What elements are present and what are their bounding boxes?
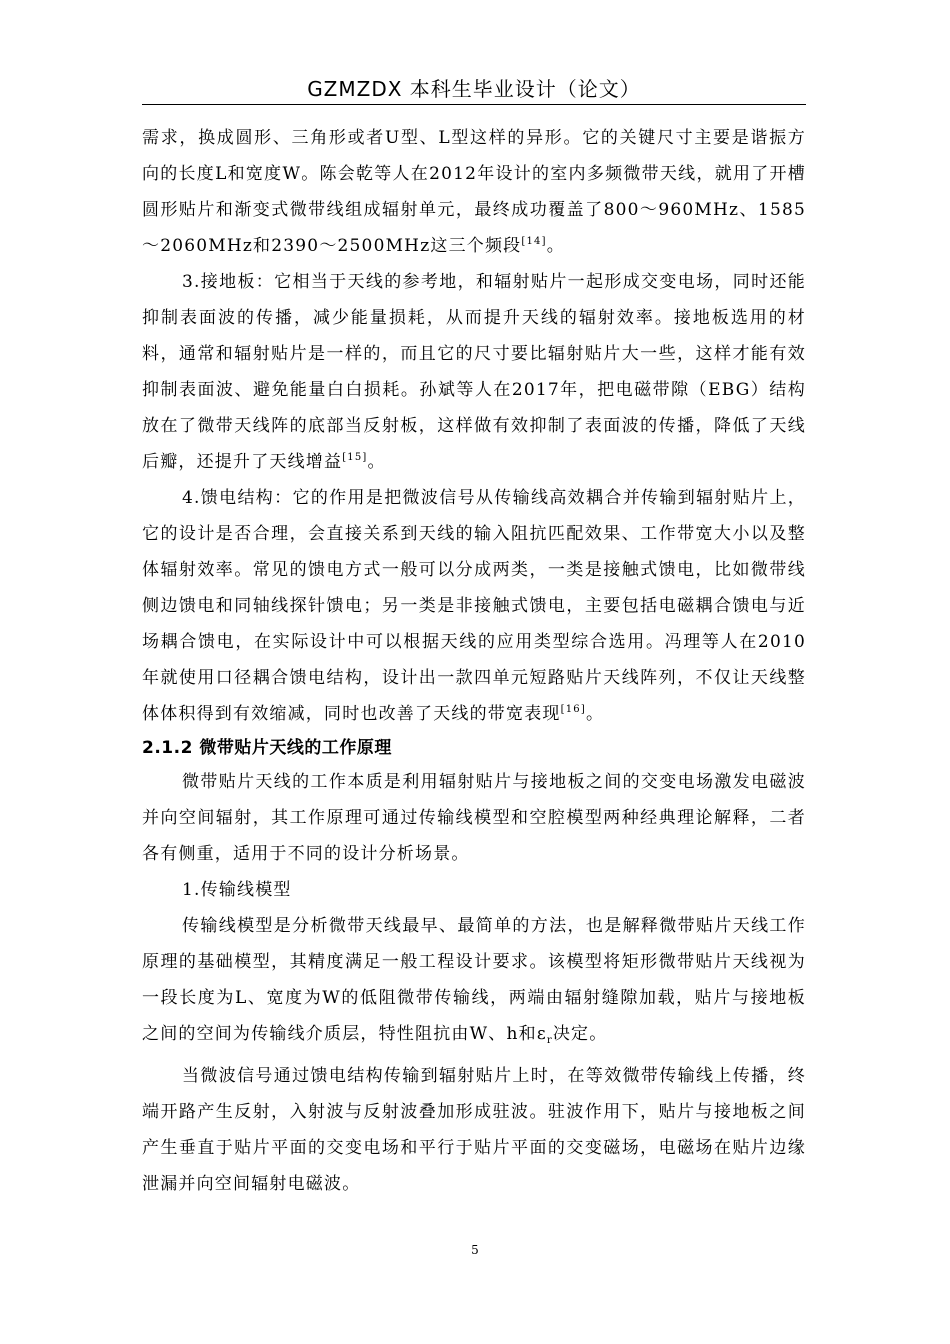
paragraph-feed-structure xyxy=(142,480,806,732)
subheading-transmission-line-model: 1.传输线模型 xyxy=(182,880,292,900)
citation-16: [16] xyxy=(560,704,586,715)
paragraph-6-end: 决定。 xyxy=(552,1024,608,1044)
header-divider xyxy=(142,104,806,105)
paragraph-2-end: 。 xyxy=(367,452,386,472)
paragraph-standing-wave: 当微波信号通过馈电结构传输到辐射贴片上时，在等效微带传输线上传播，终端开路产生反射，入射波与反射波叠加形成驻波。驻波作用下，贴片与接地板之间产生垂直于贴片平面的交变电场和平行于贴片平面的交变磁场，电磁场在贴片边缘泄漏并向空间辐射电磁波。 xyxy=(142,1066,806,1194)
paragraph-3-end: 。 xyxy=(585,704,605,724)
citation-14: [14] xyxy=(521,236,547,247)
paragraph-transmission-line xyxy=(142,908,806,1052)
paragraph-6-text: 传输线模型是分析微带天线最早、最简单的方法，也是解释微带贴片天线工作原理的基础模型，其精度满足一般工程设计要求。该模型将矩形微带贴片天线视为一段长度为L、宽度为W的低阻微带传输线，两端由辐射缝隙加载，贴片与接地板之间的空间为传输线介质层，特性阻抗由W、h和 xyxy=(142,916,806,1044)
paragraph-1-text: 需求，换成圆形、三角形或者U型、L型这样的异形。它的关键尺寸主要是谐振方向的长度L和宽度W。陈会乾等人在2012年设计的室内多频微带天线，就用了开槽圆形贴片和渐变式微带线组成辐射单元，最终成功覆盖了800～960MHz、1585～2060MHz和2390～2500MHz这三个频段 xyxy=(142,128,806,256)
page-number: 5 xyxy=(471,1243,479,1257)
citation-15: [15] xyxy=(342,452,368,463)
document-body xyxy=(142,120,806,1202)
paragraph-principle: 微带贴片天线的工作本质是利用辐射贴片与接地板之间的交变电场激发电磁波并向空间辐射，其工作原理可通过传输线模型和空腔模型两种经典理论解释，二者各有侧重，适用于不同的设计分析场景。 xyxy=(142,772,806,864)
paragraph-ground-plane xyxy=(142,264,806,480)
page-header-title: GZMZDX 本科生毕业设计（论文） xyxy=(307,77,641,101)
section-heading: 2.1.2 微带贴片天线的工作原理 xyxy=(142,738,392,758)
paragraph-2-text: 3.接地板：它相当于天线的参考地，和辐射贴片一起形成交变电场，同时还能抑制表面波的传播，减少能量损耗，从而提升天线的辐射效率。接地板选用的材料，通常和辐射贴片是一样的，而且它的尺寸要比辐射贴片大一些，这样才能有效抑制表面波、避免能量白白损耗。孙斌等人在2017年，把电磁带隙（EBG）结构放在了微带天线阵的底部当反射板，这样做有效抑制了表面波的传播，降低了天线后瓣，还提升了天线增益 xyxy=(142,272,806,472)
epsilon-subscript: r xyxy=(546,1035,553,1046)
epsilon-symbol: ε xyxy=(536,1024,547,1044)
paragraph-3-text: 4.馈电结构：它的作用是把微波信号从传输线高效耦合并传输到辐射贴片上，它的设计是否合理，会直接关系到天线的输入阻抗匹配效果、工作带宽大小以及整体辐射效率。常见的馈电方式一般可以分成两类，一类是接触式馈电，比如微带线侧边馈电和同轴线探针馈电；另一类是非接触式馈电，主要包括电磁耦合馈电与近场耦合馈电，在实际设计中可以根据天线的应用类型综合选用。冯理等人在2010年就使用口径耦合馈电结构，设计出一款四单元短路贴片天线阵列，不仅让天线整体体积得到有效缩减，同时也改善了天线的带宽表现 xyxy=(142,488,806,724)
paragraph-1-end: 。 xyxy=(546,236,565,256)
paragraph-1 xyxy=(142,120,806,264)
